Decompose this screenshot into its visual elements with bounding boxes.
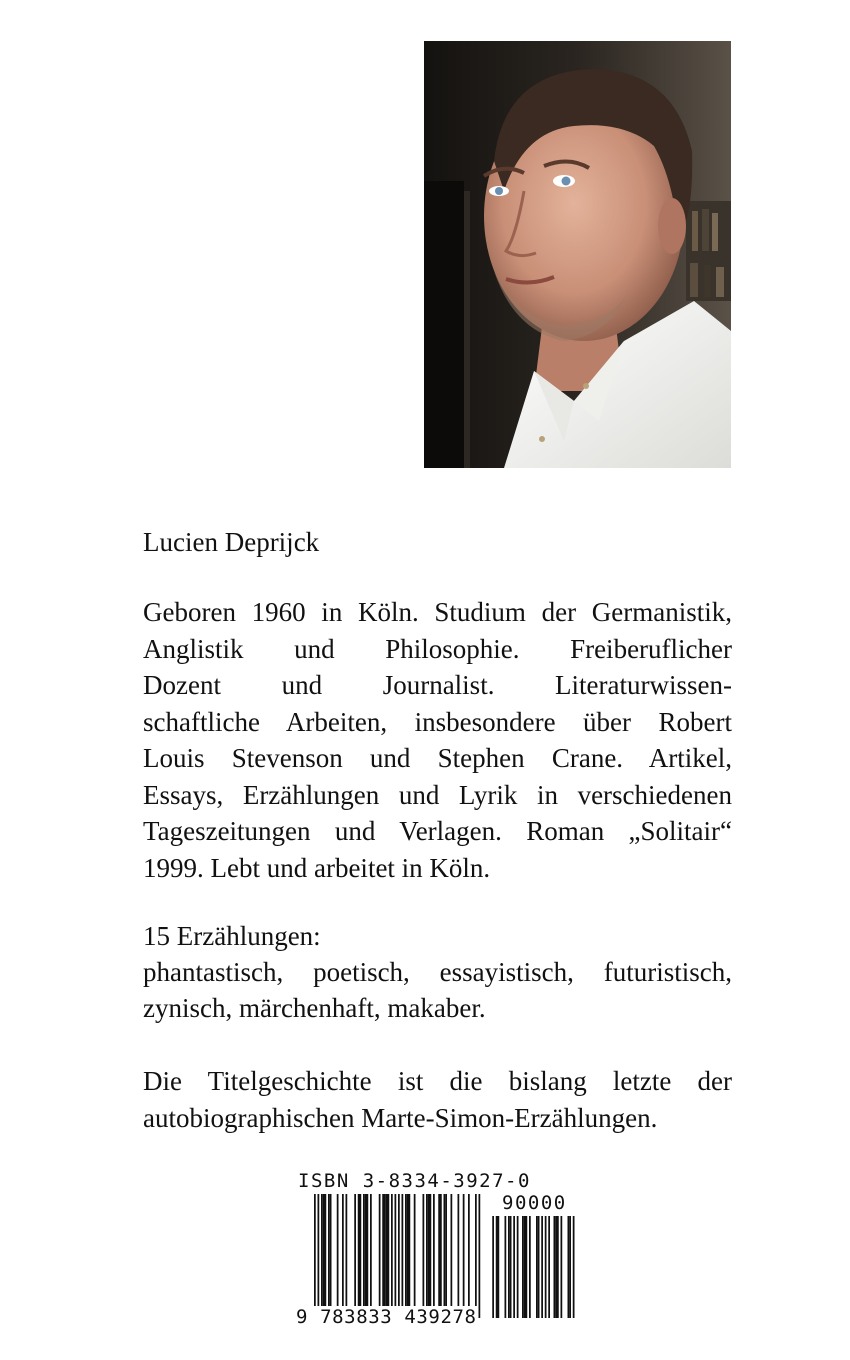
addon-bar [492, 1216, 494, 1318]
addon-bar [498, 1216, 500, 1318]
genres-line: phantastisch, poetisch, essayistisch, futuristisch, [143, 957, 732, 987]
barcode-bar [433, 1194, 435, 1306]
bio-line: Louis Stevenson und Stephen Crane. Artikel, [143, 743, 732, 773]
addon-label: 90000 [502, 1192, 567, 1214]
author-photo [424, 41, 731, 468]
isbn-barcode [290, 1170, 590, 1340]
addon-bar [505, 1216, 507, 1318]
barcode-bar [458, 1194, 460, 1306]
barcode-bar [337, 1194, 339, 1306]
barcode-bar [445, 1194, 447, 1306]
barcode-bar [463, 1194, 465, 1306]
barcode-bar [388, 1194, 390, 1306]
addon-bar [541, 1216, 543, 1318]
barcode-bar [414, 1194, 416, 1306]
addon-bar [508, 1216, 510, 1318]
stories-genres [143, 954, 732, 991]
barcode-bar [354, 1194, 356, 1306]
title-note-line: autobiographischen Marte-Simon-Erzählungen. [143, 1102, 658, 1133]
barcode-bar [438, 1194, 440, 1306]
barcode-bar [379, 1194, 381, 1306]
barcode-bar [325, 1194, 327, 1306]
barcode-bar [363, 1194, 365, 1306]
barcode-bar [370, 1194, 372, 1306]
addon-bar [548, 1216, 550, 1318]
barcode-bar [479, 1194, 481, 1318]
barcode-bar [323, 1194, 325, 1306]
addon-bar [524, 1216, 526, 1318]
barcode-bar [318, 1194, 320, 1318]
barcode-bar [451, 1194, 453, 1306]
barcode-bar [360, 1194, 362, 1306]
barcode-bar [314, 1194, 316, 1318]
barcode-bar [402, 1194, 404, 1306]
addon-bar [573, 1216, 575, 1318]
addon-bar [496, 1216, 498, 1318]
barcode-bar [328, 1194, 330, 1306]
addon-bar [522, 1216, 524, 1318]
barcode-bar [407, 1194, 409, 1306]
addon-bar [536, 1216, 538, 1318]
author-name: Lucien Deprijck [143, 527, 320, 557]
addon-bar [545, 1216, 547, 1318]
barcode-bar [391, 1194, 393, 1306]
author-portrait-image [424, 41, 731, 468]
addon-bar [538, 1216, 540, 1318]
addon-bar [513, 1216, 515, 1318]
author-bio [143, 594, 732, 886]
barcode-bar [382, 1194, 384, 1306]
barcode-bar [386, 1194, 388, 1306]
addon-bar [510, 1216, 512, 1318]
barcode-bar [330, 1194, 332, 1306]
genres-line: zynisch, märchenhaft, makaber. [143, 993, 486, 1023]
bio-line: Essays, Erzählungen und Lyrik in verschiedenen [143, 779, 732, 810]
addon-bar [526, 1216, 528, 1318]
barcode-bar [430, 1194, 432, 1306]
barcode-bar [440, 1194, 442, 1306]
addon-bar [561, 1216, 563, 1318]
title-note [143, 1063, 732, 1136]
barcode-bar [346, 1194, 348, 1306]
barcode-bar [468, 1194, 470, 1306]
addon-bar [555, 1216, 557, 1318]
barcode-bar [367, 1194, 369, 1306]
isbn-label: ISBN 3-8334-3927-0 [298, 1170, 531, 1192]
barcode-bar [475, 1194, 477, 1318]
bio-line: Tageszeitungen und Verlagen. Roman „Solitair“ [143, 816, 732, 846]
addon-bar [529, 1216, 531, 1318]
barcode-bar [321, 1194, 323, 1306]
title-note-line: Die Titelgeschichte ist die bislang letzte der [143, 1066, 732, 1096]
bio-line: Dozent und Journalist. Literaturwissen- [143, 670, 732, 700]
barcode-bar [409, 1194, 411, 1306]
barcode-bar [384, 1194, 386, 1306]
bio-line: 1999. Lebt und arbeitet in Köln. [143, 852, 491, 883]
bio-line: Anglistik und Philosophie. Freiberuflicher [143, 633, 732, 664]
addon-bar [554, 1216, 556, 1318]
barcode-bar [395, 1194, 397, 1318]
bio-line: Geboren 1960 in Köln. Studium der Germanistik, [143, 597, 732, 627]
ean-digits: 9 783833 439278 [296, 1306, 477, 1328]
bio-line: schaftliche Arbeiten, insbesondere über Robert [143, 706, 732, 737]
barcode-bar [398, 1194, 400, 1318]
addon-bar [557, 1216, 559, 1318]
barcode-bar [358, 1194, 360, 1306]
barcode-bar [423, 1194, 425, 1306]
barcode-bar [426, 1194, 428, 1306]
addon-bar [569, 1216, 571, 1318]
barcode-bar [405, 1194, 407, 1306]
addon-bar [568, 1216, 570, 1318]
barcode-bar [428, 1194, 430, 1306]
addon-bar [517, 1216, 519, 1318]
stories-heading: 15 Erzählungen: [143, 921, 321, 951]
barcode-bar [444, 1194, 446, 1306]
barcode-bar [365, 1194, 367, 1306]
barcode-bar [342, 1194, 344, 1306]
